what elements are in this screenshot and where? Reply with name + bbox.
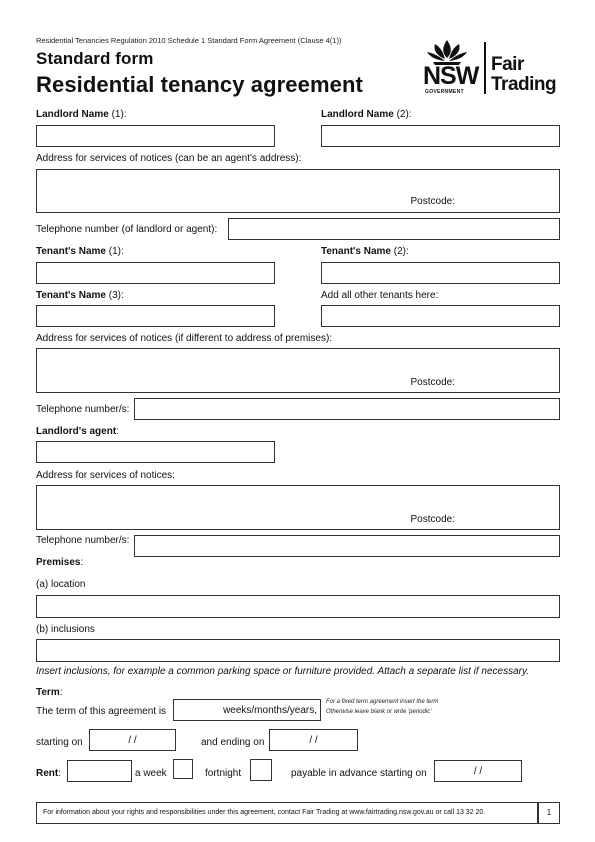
form-subtitle: Standard form: [36, 49, 154, 68]
term-start-date-value: / /: [128, 735, 137, 746]
tenant-name-2-field[interactable]: [321, 262, 560, 284]
term-end-date-field[interactable]: [269, 729, 358, 751]
trading-logo-text: Trading: [491, 74, 557, 95]
agent-address-field[interactable]: [36, 485, 560, 530]
term-heading: Term:: [36, 687, 63, 698]
landlord-address-field[interactable]: [36, 169, 560, 213]
term-label: The term of this agreement is: [36, 706, 167, 717]
agent-postcode-label: Postcode:: [410, 514, 455, 525]
agent-name-field[interactable]: [36, 441, 275, 463]
page-title: Residential tenancy agreement: [36, 72, 363, 97]
a-week-label: a week: [135, 768, 167, 779]
agent-phone-label: Telephone number/s:: [36, 535, 130, 546]
tenant-address-label: Address for services of notices (if different to address of premises):: [36, 333, 333, 344]
landlord-name-2-label: Landlord Name (2):: [321, 109, 412, 120]
landlord-name-1-field[interactable]: [36, 125, 275, 147]
ending-on-label: and ending on: [201, 737, 265, 748]
term-note-line-1: For a fixed term agreement insert the term: [326, 699, 439, 705]
landlord-name-2-field[interactable]: [321, 125, 560, 147]
government-logo-text: GOVERNMENT: [425, 89, 464, 95]
landlord-postcode-label: Postcode:: [410, 196, 455, 207]
premises-location-label: (a) location: [36, 579, 86, 590]
term-end-date-value: / /: [309, 735, 318, 746]
rent-amount-field[interactable]: [67, 760, 132, 782]
agent-phone-field[interactable]: [134, 535, 560, 557]
rent-start-date-value: / /: [473, 766, 483, 777]
other-tenants-field[interactable]: [321, 305, 560, 327]
landlord-address-label: Address for services of notices (can be an agent's address):: [36, 153, 302, 164]
term-units-label: weeks/months/years,: [223, 705, 317, 716]
fortnight-label: fortnight: [205, 768, 242, 779]
landlord-phone-field[interactable]: [228, 218, 560, 240]
premises-location-field[interactable]: [36, 595, 560, 618]
nsw-logo-text: NSW: [423, 62, 479, 90]
rent-heading: Rent:: [36, 768, 62, 779]
premises-inclusions-label: (b) inclusions: [36, 624, 95, 635]
footer-info-box: [36, 802, 538, 824]
page-number: 1: [546, 808, 552, 817]
term-start-date-field[interactable]: [89, 729, 176, 751]
tenant-phone-label: Telephone number/s:: [36, 404, 130, 415]
footer-info-text: For information about your rights and responsibilities under this agreement, contact Fair Trading at www.fairtrading.nsw.gov.au or call 13 32 20.: [43, 809, 486, 816]
logo-divider: [484, 42, 486, 94]
tenant-name-1-field[interactable]: [36, 262, 275, 284]
tenant-name-1-label: Tenant's Name (1):: [36, 246, 124, 257]
tenant-name-2-label: Tenant's Name (2):: [321, 246, 409, 257]
tenant-postcode-label: Postcode:: [410, 377, 455, 388]
landlord-phone-label: Telephone number (of landlord or agent):: [36, 224, 218, 235]
regulation-reference: Residential Tenancies Regulation 2010 Schedule 1 Standard Form Agreement (Clause 4(1)): [36, 36, 342, 45]
page-number-box: [538, 802, 560, 824]
rent-start-date-field[interactable]: [434, 760, 522, 782]
agent-address-label: Address for services of notices:: [36, 470, 175, 481]
other-tenants-label: Add all other tenants here:: [321, 290, 439, 301]
tenant-phone-field[interactable]: [134, 398, 560, 420]
nsw-fair-trading-logo: [423, 38, 563, 98]
tenant-address-field[interactable]: [36, 348, 560, 393]
premises-heading: Premises:: [36, 557, 84, 568]
agent-heading: Landlord's agent:: [36, 426, 119, 437]
fair-logo-text: Fair: [491, 54, 524, 75]
rent-week-checkbox[interactable]: [173, 759, 193, 779]
premises-inclusions-field[interactable]: [36, 639, 560, 662]
term-length-field[interactable]: [173, 699, 321, 721]
rent-fortnight-checkbox[interactable]: [250, 759, 272, 781]
starting-on-label: starting on: [36, 737, 83, 748]
inclusions-note: Insert inclusions, for example a common parking space or furniture provided. Attach a separate list if necessary.: [36, 666, 530, 677]
landlord-name-1-label: Landlord Name (1):: [36, 109, 127, 120]
tenant-name-3-field[interactable]: [36, 305, 275, 327]
payable-advance-label: payable in advance starting on: [291, 768, 427, 779]
tenant-name-3-label: Tenant's Name (3):: [36, 290, 124, 301]
term-note-line-2: Otherwise leave blank or write 'periodic': [326, 709, 432, 715]
